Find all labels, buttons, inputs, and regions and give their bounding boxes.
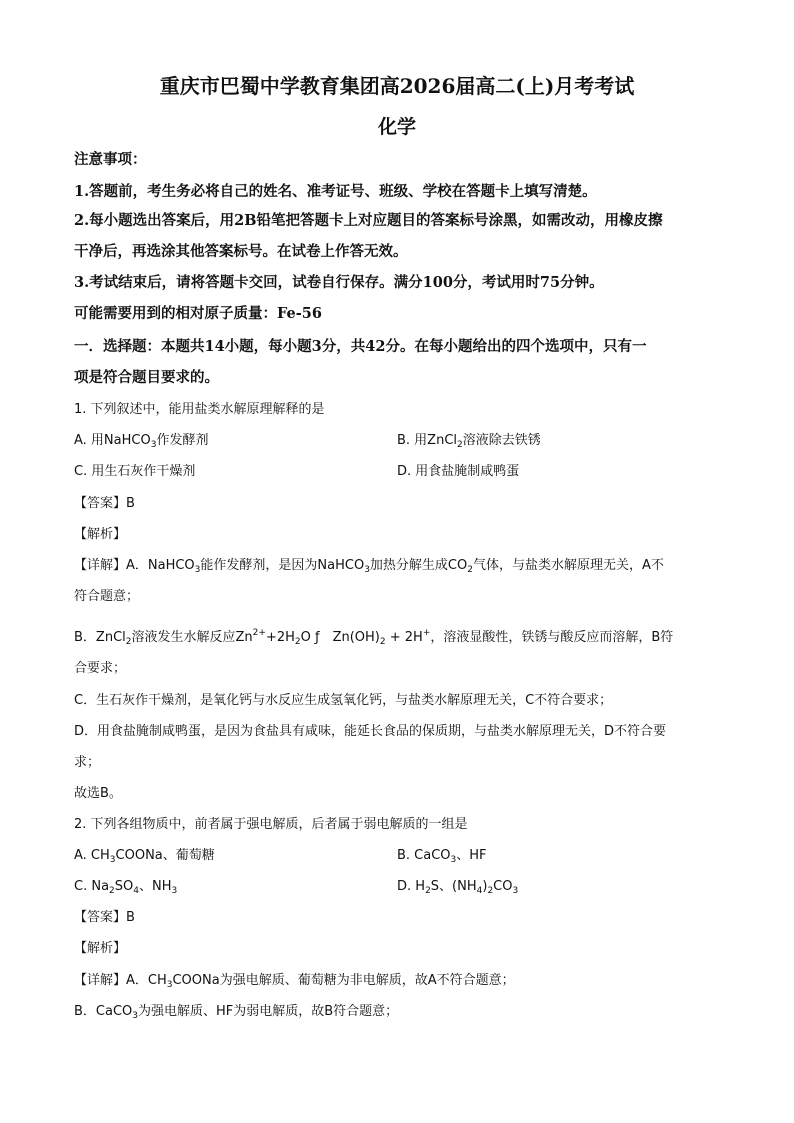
q1-detail-d-2: 求； (74, 755, 101, 770)
q1-detail-a-2: 符合题意； (74, 589, 140, 604)
notice-item-2b: 干净后，再选涂其他答案标号。在试卷上作答无效。 (74, 243, 408, 260)
q1-detail-b-1: B．ZnCl$_2$溶液发生水解反应$Zn^{2+}+2H_2O$ ƒ $Zn(OH)_2 + 2H^+$，溶液显酸性，铁锈与酸反应而溶解，B符 (74, 628, 674, 647)
q1-option-b: B. 用ZnCl$_2$溶液除去铁锈 (397, 433, 541, 450)
q2-option-b: B. CaCO$_3$、HF (397, 848, 487, 865)
q2-option-a: A. $CH_3COONa$、葡萄糖 (74, 848, 215, 865)
q2-detail-b: B．CaCO$_3$为强电解质、HF为弱电解质，故B符合题意； (74, 1004, 399, 1021)
q2-option-d: D. $H_2S$、$(NH_4)_2CO_3$ (397, 879, 519, 896)
q1-stem: 1. 下列叙述中，能用盐类水解原理解释的是 (74, 402, 325, 417)
q1-option-d: D. 用食盐腌制咸鸭蛋 (397, 464, 520, 479)
notice-item-1: 1.答题前，考生务必将自己的姓名、准考证号、班级、学校在答题卡上填写清楚。 (74, 183, 597, 200)
q2-answer: 【答案】B (74, 910, 135, 925)
notice-item-2a: 2.每小题选出答案后，用2B铅笔把答题卡上对应题目的答案标号涂黑，如需改动，用橡皮擦 (74, 212, 663, 229)
exam-subject: 化学 (377, 116, 416, 138)
q1-detail-d-1: D．用食盐腌制咸鸭蛋，是因为食盐具有咸味，能延长食品的保质期，与盐类水解原理无关，D不符合要 (74, 724, 667, 739)
q1-option-c: C. 用生石灰作干燥剂 (74, 464, 196, 479)
q1-answer: 【答案】B (74, 496, 135, 511)
section-1-line-2: 项是符合题目要求的。 (74, 369, 219, 386)
q1-option-a: A. 用NaHCO$_3$作发酵剂 (74, 433, 209, 450)
notice-heading: 注意事项： (74, 151, 147, 168)
q2-option-c: C. $Na_2SO_4$、$NH_3$ (74, 879, 178, 896)
q2-stem: 2. 下列各组物质中，前者属于强电解质，后者属于弱电解质的一组是 (74, 817, 468, 832)
q2-detail-a: 【详解】A．$CH_3COONa$为强电解质、葡萄糖为非电解质，故A不符合题意； (74, 973, 515, 990)
q2-analysis-label: 【解析】 (74, 941, 127, 956)
q1-conclusion: 故选B。 (74, 786, 122, 801)
q1-detail-a-1: 【详解】A．NaHCO$_3$能作发酵剂，是因为NaHCO$_3$加热分解生成$CO_2$气体，与盐类水解原理无关，A不 (74, 558, 664, 575)
notice-item-3: 3.考试结束后，请将答题卡交回，试卷自行保存。满分100分，考试用时75分钟。 (74, 274, 604, 291)
section-1-line-1: 一．选择题：本题共14小题，每小题3分，共42分。在每小题给出的四个选项中，只有一 (74, 338, 647, 355)
q1-detail-c: C．生石灰作干燥剂，是氧化钙与水反应生成氢氧化钙，与盐类水解原理无关，C不符合要求； (74, 693, 613, 708)
atomic-mass-note: 可能需要用到的相对原子质量：Fe-56 (74, 305, 322, 322)
q1-analysis-label: 【解析】 (74, 527, 127, 542)
exam-title: 重庆市巴蜀中学教育集团高2026届高二(上)月考考试 (159, 74, 635, 98)
q1-detail-b-2: 合要求； (74, 661, 127, 676)
